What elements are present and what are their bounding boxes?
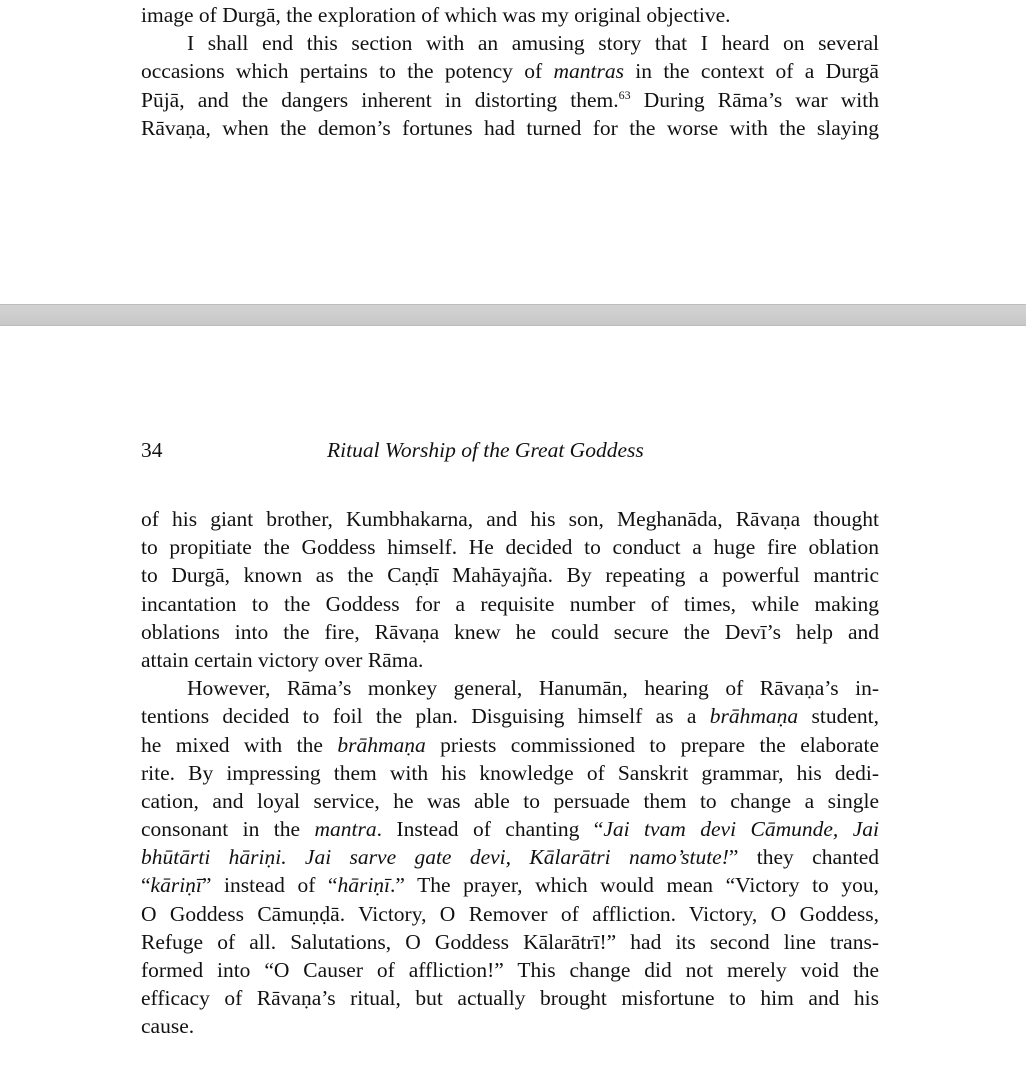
text-line: “kāriṇī” instead of “hāriṇī.” The prayer, which would mean “Victory to you, xyxy=(141,873,879,898)
text-line: incantation to the Goddess for a requisite number of times, while making xyxy=(141,591,879,616)
running-title: Ritual Worship of the Great Goddess xyxy=(327,438,644,462)
text-line: rite. By impressing them with his knowledge of Sanskrit grammar, his dedi- xyxy=(141,760,879,785)
text-line: O Goddess Cāmuṇḍā. Victory, O Remover of affliction. Victory, O Goddess, xyxy=(141,901,879,926)
text-line: Rāvaṇa, when the demon’s fortunes had turned for the worse with the slaying xyxy=(141,115,879,140)
page-number: 34 xyxy=(141,438,163,462)
running-head xyxy=(141,435,879,465)
top-page-text xyxy=(141,1,879,142)
text-line: to propitiate the Goddess himself. He decided to conduct a huge fire oblation xyxy=(141,535,879,560)
text-line: occasions which pertains to the potency of mantras in the context of a Durgā xyxy=(141,59,879,84)
text-line: efficacy of Rāvaṇa’s ritual, but actually brought misfortune to him and his xyxy=(141,986,879,1011)
text-line: formed into “O Causer of affliction!” This change did not merely void the xyxy=(141,958,879,982)
text-line: attain certain victory over Rāma. xyxy=(141,647,424,672)
text-line: cause. xyxy=(141,1014,195,1039)
text-line: I shall end this section with an amusing story that I heard on several xyxy=(187,31,879,56)
text-line: Refuge of all. Salutations, O Goddess Kālarātrī!” had its second line trans- xyxy=(141,929,879,954)
text-line: oblations into the fire, Rāvaṇa knew he could secure the Devī’s help and xyxy=(141,619,879,644)
text-line: he mixed with the brāhmaṇa priests commissioned to prepare the elaborate xyxy=(141,732,879,757)
text-line: to Durgā, known as the Caṇḍī Mahāyajña. By repeating a powerful mantric xyxy=(141,563,879,588)
text-line: bhūtārti hāriṇi. Jai sarve gate devi, Kālarātri namo’stute!” they chanted xyxy=(141,845,879,870)
text-line: Pūjā, and the dangers inherent in distorting them.$^{63}$ During Rāma’s war with xyxy=(141,87,879,112)
text-line: of his giant brother, Kumbhakarna, and his son, Meghanāda, Rāvaṇa thought xyxy=(141,507,879,531)
text-line: cation, and loyal service, he was able to persuade them to change a single xyxy=(141,788,879,813)
bottom-page xyxy=(0,326,1026,1092)
text-line: However, Rāma’s monkey general, Hanumān, hearing of Rāvaṇa’s in- xyxy=(187,676,879,701)
top-page xyxy=(0,0,1026,304)
text-line: consonant in the mantra. Instead of chanting “Jai tvam devi Cāmunde, Jai xyxy=(141,817,879,842)
text-line: tentions decided to foil the plan. Disguising himself as a brāhmaṇa student, xyxy=(141,704,879,729)
page-separator xyxy=(0,304,1026,326)
bottom-page-text xyxy=(141,505,879,1041)
text-line: image of Durgā, the exploration of which was my original objective. xyxy=(141,3,731,27)
